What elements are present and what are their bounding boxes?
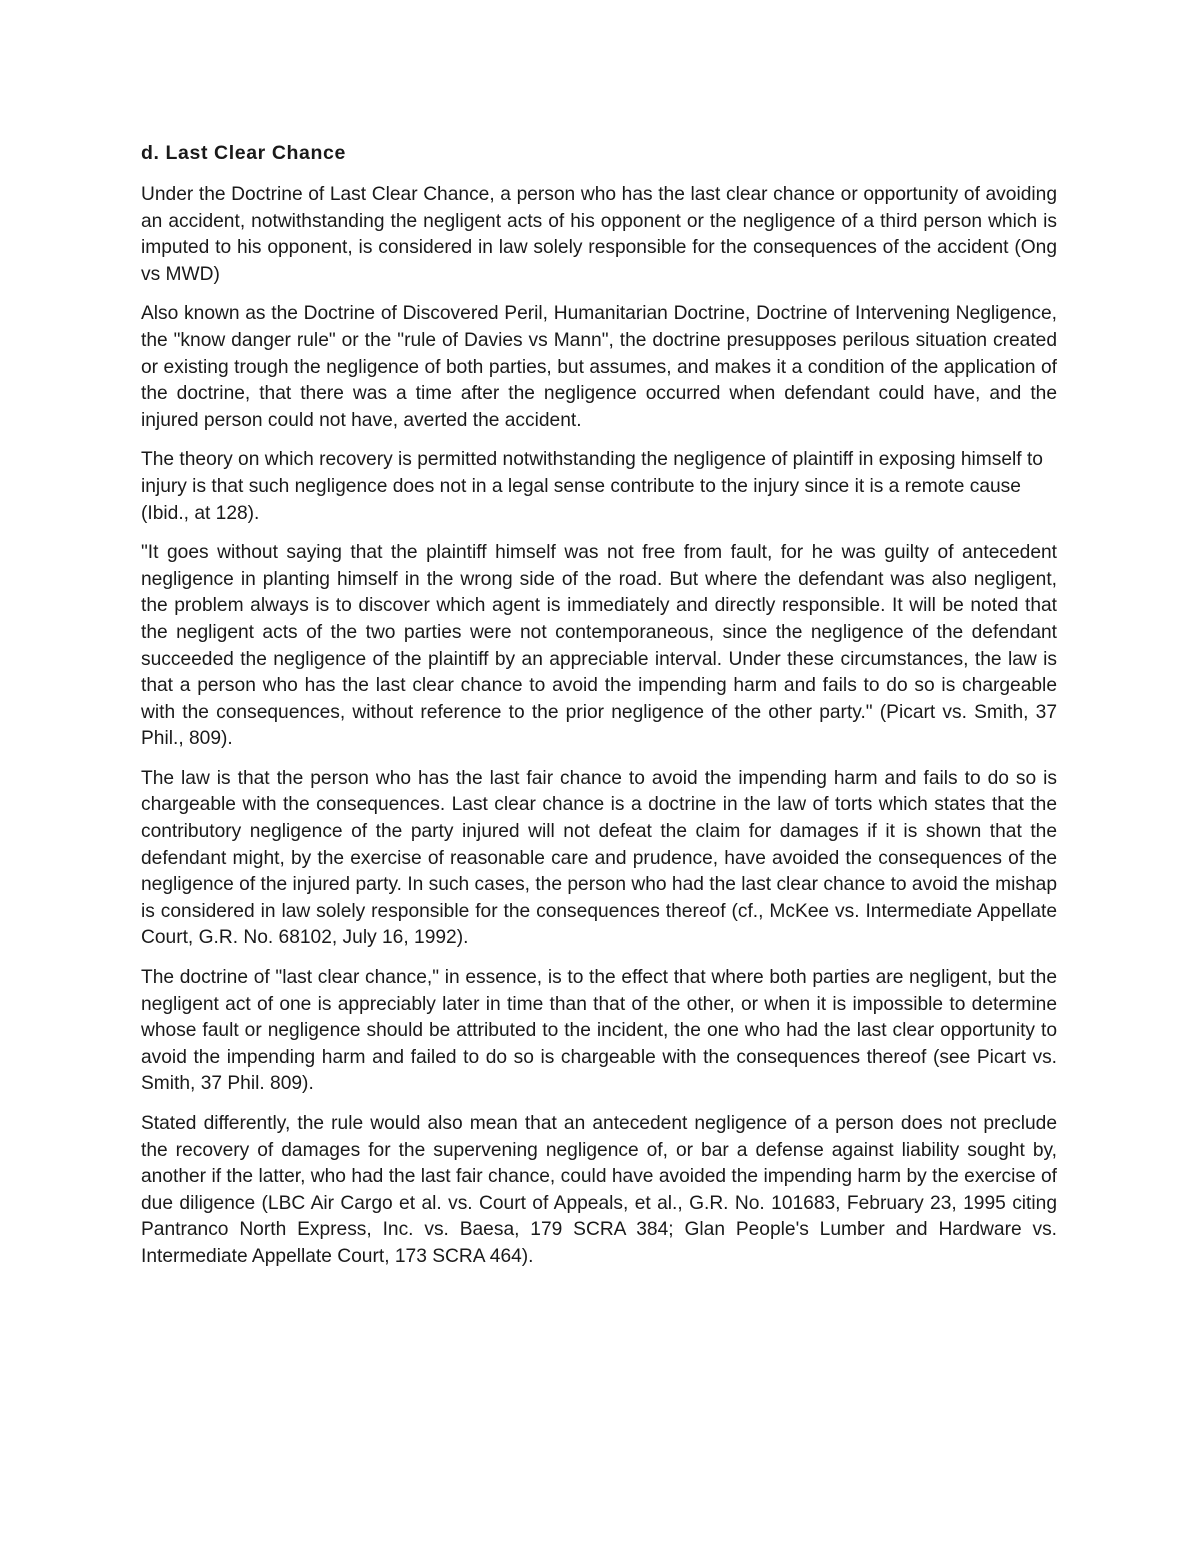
paragraph-picart-quote: "It goes without saying that the plaintiff himself was not free from fault, for he was guilty of antecedent negligence in planting himself in the wrong side of the road. But where the defendant was also negligent, the problem always is to discover which agent is immediately and directly responsible. It will be noted that the negligent acts of the two parties were not contemporaneous, since the negligence of the defendant succeeded the negligence of the plaintiff by an appreciable interval. Under these circumstances, the law is that a person who has the last clear chance to avoid the impending harm and fails to do so is chargeable with the consequences, without reference to the prior negligence of the other party." (Picart vs. Smith, 37 Phil., 809). (141, 542, 1057, 750)
paragraph-last-fair-chance: The law is that the person who has the last fair chance to avoid the impending harm and fails to do so is chargeable with the consequences. Last clear chance is a doctrine in the law of torts which states that the contributory negligence of the party injured will not defeat the claim for damages if it is shown that the defendant might, by the exercise of reasonable care and prudence, have avoided the consequences of the negligence of the injured party. In such cases, the person who had the last clear chance to avoid the mishap is considered in law solely responsible for the consequences thereof (cf., McKee vs. Intermediate Appellate Court, G.R. No. 68102, July 16, 1992). (141, 767, 1057, 949)
paragraph-also-known-as: Also known as the Doctrine of Discovered Peril, Humanitarian Doctrine, Doctrine of Intervening Negligence, the "know danger rule" or the "rule of Davies vs Mann", the doctrine presupposes perilous situation created or existing trough the negligence of both parties, but assumes, and makes it a condition of the application of the doctrine, that there was a time after the negligence occurred when defendant could have, and the injured person could not have, averted the accident. (141, 303, 1057, 431)
section-heading: d. Last Clear Chance (141, 142, 346, 164)
document-body (141, 140, 1057, 1284)
paragraph-theory-of-recovery: The theory on which recovery is permitted notwithstanding the negligence of plaintiff in exposing himself to injury is that such negligence does not in a legal sense contribute to the injury since it is a remote cause (Ibid., at 128). (141, 449, 1043, 524)
paragraph-stated-differently: Stated differently, the rule would also mean that an antecedent negligence of a person does not preclude the recovery of damages for the supervening negligence of, or bar a defense against liability sought by, another if the latter, who had the last fair chance, could have avoided the impending harm by the exercise of due diligence (LBC Air Cargo et al. vs. Court of Appeals, et al., G.R. No. 101683, February 23, 1995 citing Pantranco North Express, Inc. vs. Baesa, 179 SCRA 384; Glan People's Lumber and Hardware vs. Intermediate Appellate Court, 173 SCRA 464). (141, 1113, 1057, 1267)
paragraph-definition: Under the Doctrine of Last Clear Chance, a person who has the last clear chance or opportunity of avoiding an accident, notwithstanding the negligent acts of his opponent or the negligence of a third person which is imputed to his opponent, is considered in law solely responsible for the consequences of the accident (Ong vs MWD) (141, 184, 1057, 285)
paragraph-doctrine-essence: The doctrine of "last clear chance," in essence, is to the effect that where both parties are negligent, but the negligent act of one is appreciably later in time than that of the other, or when it is impossible to determine whose fault or negligence should be attributed to the incident, the one who had the last clear opportunity to avoid the impending harm and failed to do so is chargeable with the consequences thereof (see Picart vs. Smith, 37 Phil. 809). (141, 967, 1057, 1095)
